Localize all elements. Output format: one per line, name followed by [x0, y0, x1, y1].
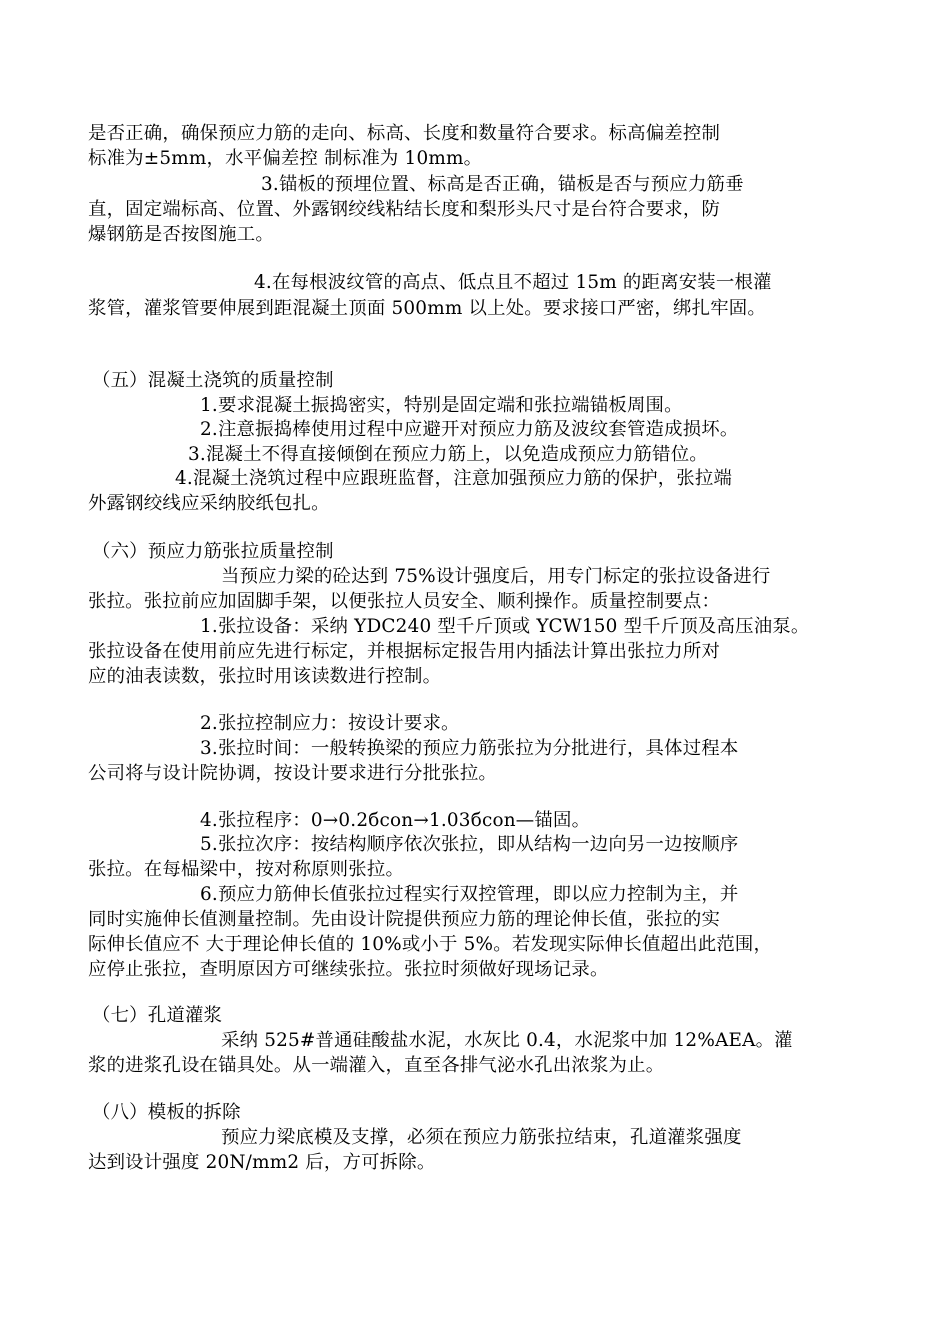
- text-line: 1.张拉设备：采纳 YDC240 型千斤顶或 YCW150 型千斤顶及高压油泵。: [200, 616, 810, 637]
- text-line: 1.要求混凝土振捣密实，特别是固定端和张拉端锚板周围。: [200, 395, 683, 416]
- text-line: 2.张拉控制应力：按设计要求。: [200, 713, 460, 734]
- text-line: 6.预应力筋伸长值张拉过程实行双控管理，即以应力控制为主，并: [200, 884, 739, 905]
- text-line: 际伸长值应不 大于理论伸长值的 10%或小于 5%。若发现实际伸长值超出此范围，: [88, 934, 773, 955]
- text-line: 3.混凝土不得直接倾倒在预应力筋上，以免造成预应力筋错位。: [188, 444, 708, 465]
- text-line: 公司将与设计院协调，按设计要求进行分批张拉。: [88, 763, 497, 784]
- text-line: 采纳 525#普通硅酸盐水泥，水灰比 0.4，水泥浆中加 12%AEA。灌: [221, 1030, 793, 1051]
- section-heading: （五）混凝土浇筑的质量控制: [92, 370, 334, 391]
- text-line: 应停止张拉，查明原因方可继续张拉。张拉时须做好现场记录。: [88, 959, 609, 980]
- text-line: 3.张拉时间：一般转换梁的预应力筋张拉为分批进行，具体过程本: [200, 738, 739, 759]
- section-heading: （七）孔道灌浆: [92, 1005, 223, 1026]
- text-line: 直，固定端标高、位置、外露钢绞线粘结长度和梨形头尺寸是台符合要求，防: [88, 199, 721, 220]
- text-line: 4.混凝土浇筑过程中应跟班监督，注意加强预应力筋的保护，张拉端: [175, 468, 733, 489]
- text-line: 2.注意振捣棒使用过程中应避开对预应力筋及波纹套管造成损坏。: [200, 419, 739, 440]
- text-line: 是否正确，确保预应力筋的走向、标高、长度和数量符合要求。标高偏差控制: [88, 123, 721, 144]
- section-heading: （六）预应力筋张拉质量控制: [92, 541, 334, 562]
- text-line: 爆钢筋是否按图施工。: [88, 224, 274, 245]
- text-line: 标准为±5mm，水平偏差控 制标准为 10mm。: [88, 148, 483, 169]
- text-line: 张拉设备在使用前应先进行标定，并根据标定报告用内插法计算出张拉力所对: [88, 641, 721, 662]
- text-line: 外露钢绞线应采纳胶纸包扎。: [88, 493, 330, 514]
- text-line: 5.张拉次序：按结构顺序依次张拉，即从结构一边向另一边按顺序: [200, 834, 739, 855]
- text-line: 张拉。在每榀梁中，按对称原则张拉。: [88, 859, 405, 880]
- text-line: 4.在每根波纹管的高点、低点且不超过 15m 的距离安装一根灌: [254, 272, 772, 293]
- section-heading: （八）模板的拆除: [92, 1102, 241, 1123]
- text-line: 达到设计强度 20N/mm2 后，方可拆除。: [88, 1152, 436, 1173]
- text-line: 同时实施伸长值测量控制。先由设计院提供预应力筋的理论伸长值，张拉的实: [88, 909, 721, 930]
- text-line: 4.张拉程序：0→0.2бcon→1.03бcon—锚固。: [200, 810, 591, 831]
- text-line: 浆的进浆孔设在锚具处。从一端灌入，直至各排气泌水孔出浓浆为止。: [88, 1055, 665, 1076]
- text-line: 预应力梁底模及支撑，必须在预应力筋张拉结束，孔道灌浆强度: [221, 1127, 742, 1148]
- text-line: 当预应力梁的砼达到 75%设计强度后，用专门标定的张拉设备进行: [221, 566, 771, 587]
- text-line: 3.锚板的预埋位置、标高是否正确，锚板是否与预应力筋垂: [261, 174, 744, 195]
- text-line: 应的油表读数，张拉时用该读数进行控制。: [88, 666, 442, 687]
- text-line: 浆管，灌浆管要伸展到距混凝土顶面 500mm 以上处。要求接口严密，绑扎牢固。: [88, 298, 766, 319]
- text-line: 张拉。张拉前应加固脚手架，以便张拉人员安全、顺利操作。质量控制要点：: [88, 591, 721, 612]
